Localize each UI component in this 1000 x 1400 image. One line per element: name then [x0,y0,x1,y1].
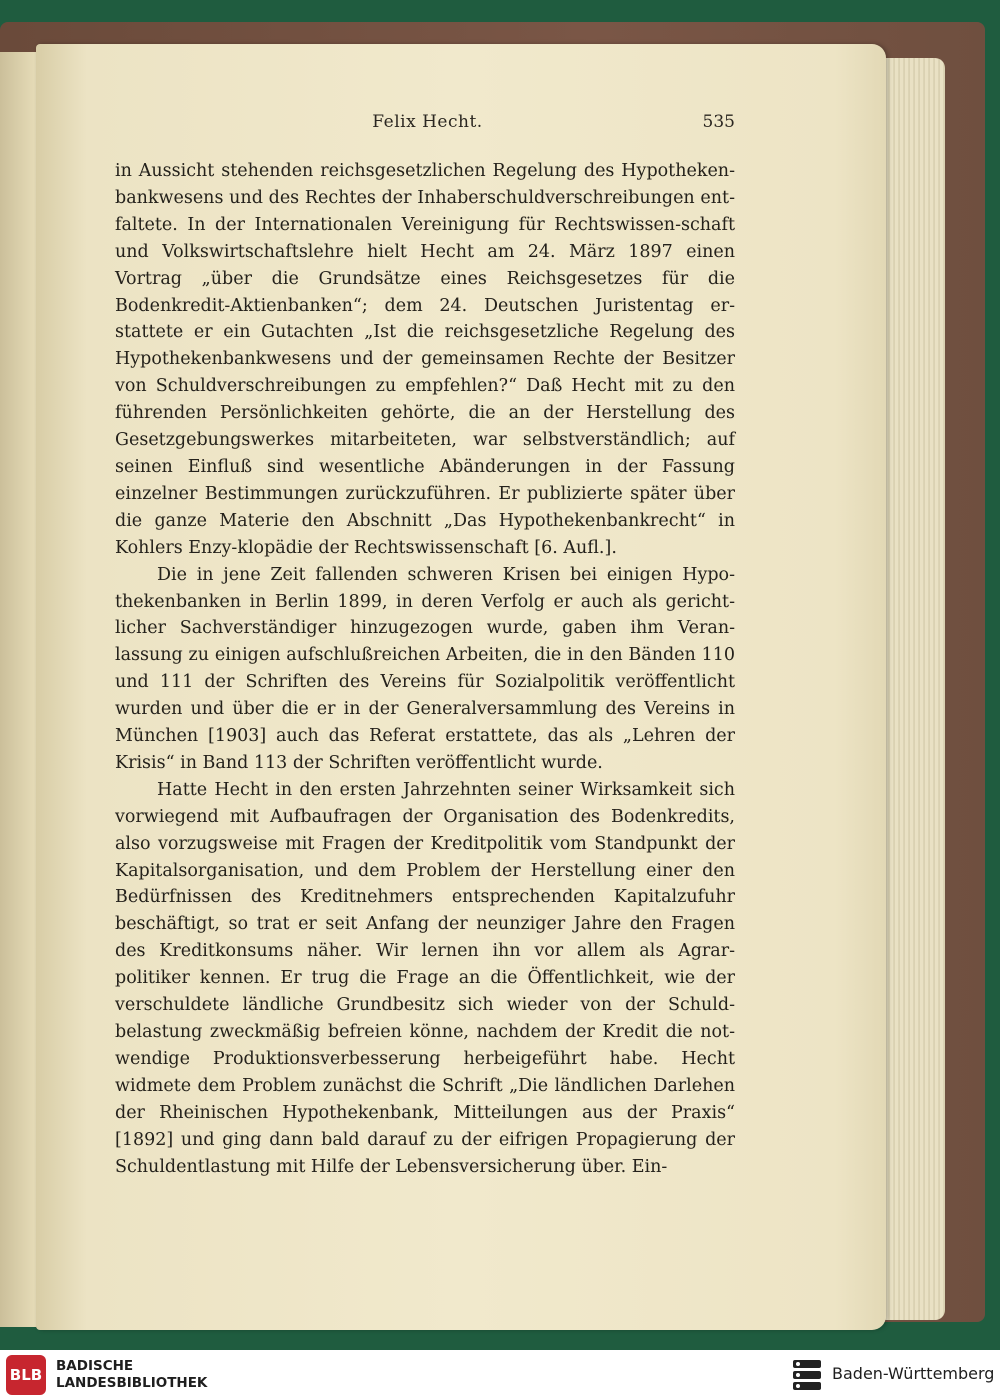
paragraph-3: Hatte Hecht in den ersten Jahrzehnten seiner Wirksamkeit sich vorwiegend mit Aufbaufragen der Organisation des Bodenkredits, also vorzugsweise mit Fragen der Kreditpolitik vom Standpunkt der Kapitalsorganisation, und dem Problem der Herstellung einer den Bedürfnissen des Kreditnehmers entsprechenden Kapitalzufuhr beschäftigt, so trat er seit Anfang der neunziger Jahre den Fragen des Kreditkonsums näher. Wir lernen ihn vor allem als Agrar-politiker kennen. Er trug die Frage an die Öffentlichkeit, wie der verschuldete ländliche Grundbesitz sich wieder von der Schuld-belastung zweckmäßig befreien könne, nachdem der Kredit die not-wendige Produktionsverbesserung herbeigeführt habe. Hecht widmete dem Problem zunächst die Schrift „Die ländlichen Darlehen der Rheinischen Hypothekenbank, Mitteilungen aus der Praxis“ [1892] und ging dann bald darauf zu der eifrigen Propagierung der Schuldentlastung mit Hilfe der Lebensversicherung über. Ein- [115,779,735,1177]
library-name-line-1: BADISCHE [56,1358,134,1374]
page-number: 535 [702,112,735,132]
body-text [115,158,735,1180]
library-name-line-2: LANDESBIBLIOTHEK [56,1375,208,1391]
paragraph-1: in Aussicht stehenden reichsgesetzlichen Regelung des Hypotheken-bankwesens und des Rechtes der Inhaberschuldverschreibungen ent-faltete. In der Internationalen Vereinigung für Rechtswissen-schaft und Volkswirtschaftslehre hielt Hecht am 24. März 1897 einen Vortrag „über die Grundsätze eines Reichsgesetzes für die Bodenkredit-Aktienbanken“; dem 24. Deutschen Juristentag er-stattete er ein Gutachten „Ist die reichsgesetzliche Regelung des Hypothekenbankwesens und der gemeinsamen Rechte der Besitzer von Schuldverschreibungen zu empfehlen?“ Daß Hecht mit zu den führenden Persönlichkeiten gehörte, die an der Herstellung des Gesetzgebungswerkes mitarbeiteten, war selbstverständlich; auf seinen Einfluß sind wesentliche Abänderungen in der Fassung einzelner Bestimmungen zurückzuführen. Er publizierte später über die ganze Materie den Abschnitt „Das Hypothekenbankrecht“ in Kohlers Enzy-klopädie der Rechtswissenschaft [6. Aufl.]. [115,161,735,558]
running-head: Felix Hecht. [372,112,483,132]
library-name[interactable] [56,1358,207,1392]
left-page-edge [0,52,38,1327]
paragraph-2: Die in jene Zeit fallenden schweren Krisen bei einigen Hypo-thekenbanken in Berlin 1899, in deren Verfolg er auch als gericht-licher Sachverständiger hinzugezogen wurde, gaben ihm Veran-lassung zu einigen aufschlußreichen Arbeiten, die in den Bänden 110 und 111 der Schriften des Vereins für Sozialpolitik veröffentlicht wurden und über die er in der Generalversammlung des Vereins in München [1903] auch das Referat erstattete, das als „Lehren der Krisis“ in Band 113 der Schriften veröffentlicht wurde. [115,564,735,773]
state-name: Baden-Württemberg [832,1364,995,1383]
blb-logo-icon[interactable]: BLB [6,1355,46,1395]
footer-bar [0,1350,1000,1400]
baden-wuerttemberg-lions-icon [790,1356,824,1394]
page-header [120,112,735,142]
